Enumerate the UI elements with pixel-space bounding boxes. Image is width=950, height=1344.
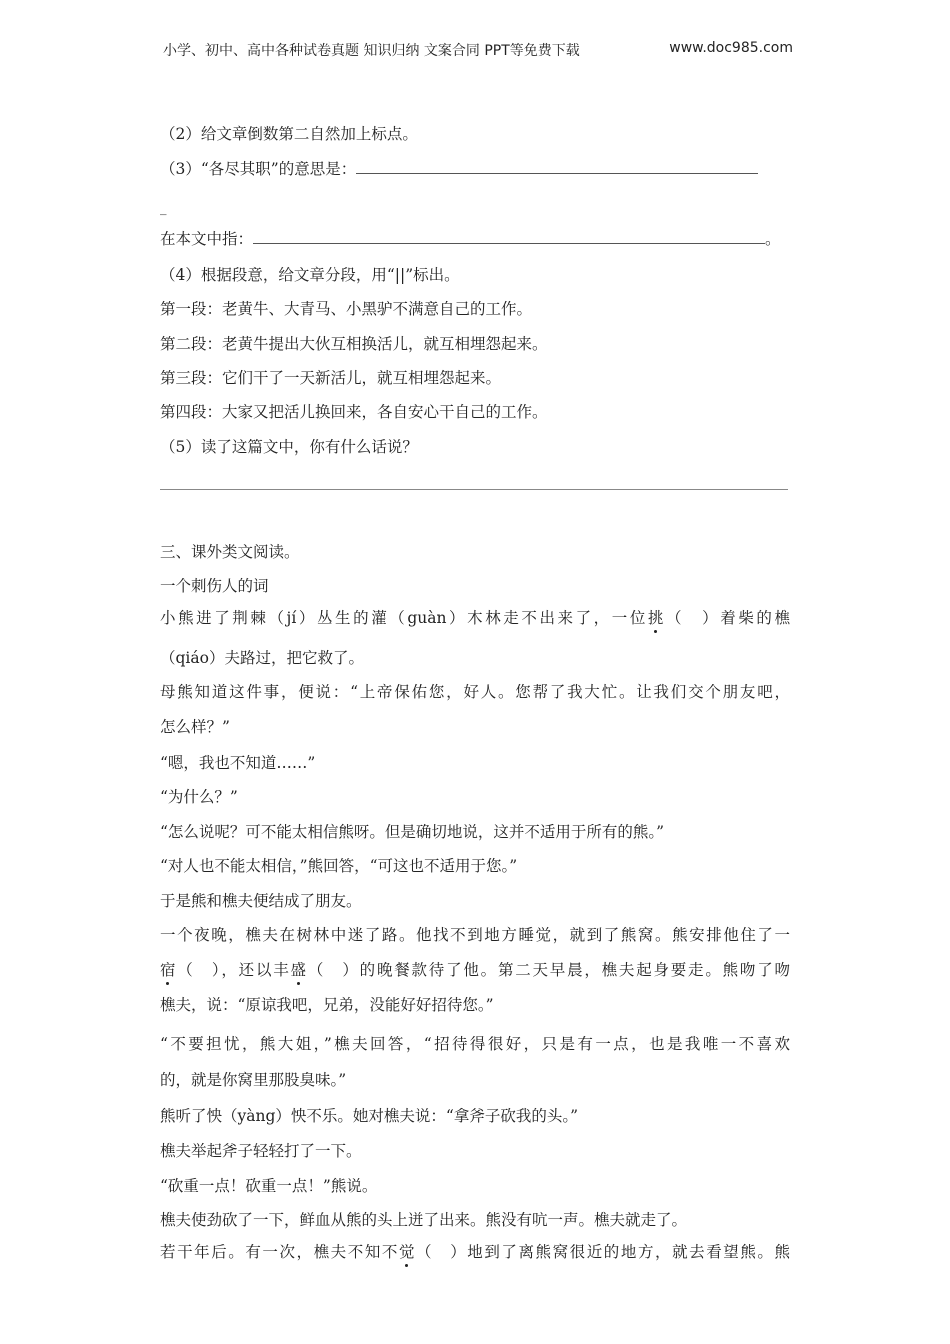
story-paragraph-4: “为什么？” xyxy=(160,788,238,806)
question-3-overflow-mark: _ xyxy=(160,201,167,216)
header-promo-text: 小学、初中、高中各种试卷真题 知识归纳 文案合同 PPT等免费下载 xyxy=(163,43,580,59)
story-text: （ ），还以丰 xyxy=(175,961,291,979)
story-paragraph-3: “嗯，我也不知道……” xyxy=(160,754,316,772)
story-paragraph-7: 于是熊和樵夫便结成了朋友。 xyxy=(160,892,362,910)
question-5: （5）读了这篇文中，你有什么话说？ xyxy=(160,438,418,456)
question-4: （4）根据段意，给文章分段，用“||”标出。 xyxy=(160,266,460,284)
story-paragraph-9-line-1: “不要担忧，熊大姐，”樵夫回答，“招待得很好，只是有一点，也是我唯一不喜欢 xyxy=(160,1035,790,1053)
story-text: （ ）的晚餐款待了他。第二天早晨，樵夫起身要走。熊吻了吻 xyxy=(306,961,790,979)
story-paragraph-11: 樵夫举起斧子轻轻打了一下。 xyxy=(160,1142,362,1160)
story-paragraph-10: 熊听了怏（yàng）怏不乐。她对樵夫说：“拿斧子砍我的头。” xyxy=(160,1107,579,1125)
segment-4: 第四段：大家又把活儿换回来，各自安心干自己的工作。 xyxy=(160,403,548,421)
question-5-answer-line[interactable] xyxy=(160,489,788,490)
story-paragraph-6: “对人也不能太相信，”熊回答，“可这也不适用于您。” xyxy=(160,857,518,875)
story-paragraph-12: “砍重一点！砍重一点！”熊说。 xyxy=(160,1177,378,1195)
question-3-context xyxy=(160,228,781,250)
question-3-context-end: 。 xyxy=(765,230,781,248)
story-paragraph-14 xyxy=(160,1241,790,1263)
section-3-heading: 三、课外类文阅读。 xyxy=(160,543,300,561)
question-2: （2）给文章倒数第二自然加上标点。 xyxy=(160,125,418,143)
emphasized-char-jue: 觉 xyxy=(398,1243,415,1261)
story-title: 一个刺伤人的词 xyxy=(160,577,269,595)
question-3-context-blank[interactable] xyxy=(253,229,765,244)
story-text: 若干年后。有一次，樵夫不知不 xyxy=(160,1243,399,1261)
segment-1: 第一段：老黄牛、大青马、小黑驴不满意自己的工作。 xyxy=(160,300,533,318)
question-3-label: （3）“各尽其职”的意思是： xyxy=(160,160,357,178)
page-header xyxy=(163,40,793,62)
story-text: 小熊进了荆棘（jí）丛生的灌（guàn）木林走不出来了，一位 xyxy=(160,609,648,627)
story-text: （ ）着柴的樵 xyxy=(663,609,790,627)
story-paragraph-8-line-2 xyxy=(160,959,790,981)
segment-2: 第二段：老黄牛提出大伙互相换活儿，就互相埋怨起来。 xyxy=(160,335,548,353)
story-paragraph-1-line-1 xyxy=(160,607,790,629)
question-3 xyxy=(160,158,758,180)
story-text: （ ）地到了离熊窝很近的地方，就去看望熊。熊 xyxy=(414,1243,790,1261)
story-paragraph-2-line-1: 母熊知道这件事，便说：“上帝保佑您，好人。您帮了我大忙。让我们交个朋友吧， xyxy=(160,683,790,701)
question-3-answer-blank[interactable] xyxy=(356,159,758,174)
story-paragraph-8-line-3: 樵夫，说：“原谅我吧，兄弟，没能好好招待您。” xyxy=(160,996,494,1014)
story-paragraph-5: “怎么说呢？可不能太相信熊呀。但是确切地说，这并不适用于所有的熊。” xyxy=(160,823,665,841)
question-3-context-label: 在本文中指： xyxy=(160,230,254,248)
story-paragraph-13: 樵夫使劲砍了一下，鲜血从熊的头上迸了出来。熊没有吭一声。樵夫就走了。 xyxy=(160,1211,688,1229)
emphasized-char-su: 宿 xyxy=(160,961,176,979)
story-paragraph-8-line-1: 一个夜晚，樵夫在树林中迷了路。他找不到地方睡觉，就到了熊窝。熊安排他住了一 xyxy=(160,926,790,944)
segment-3: 第三段：它们干了一天新活儿，就互相埋怨起来。 xyxy=(160,369,502,387)
emphasized-char-sheng: 盛 xyxy=(290,961,307,979)
header-website-link[interactable]: www.doc985.com xyxy=(669,40,793,56)
story-paragraph-9-line-2: 的，就是你窝里那股臭味。” xyxy=(160,1071,347,1089)
emphasized-char-tiao: 挑 xyxy=(647,609,664,627)
story-paragraph-2-line-2: 怎么样？” xyxy=(160,718,230,736)
story-paragraph-1-line-2: （qiáo）夫路过，把它救了。 xyxy=(160,649,364,667)
